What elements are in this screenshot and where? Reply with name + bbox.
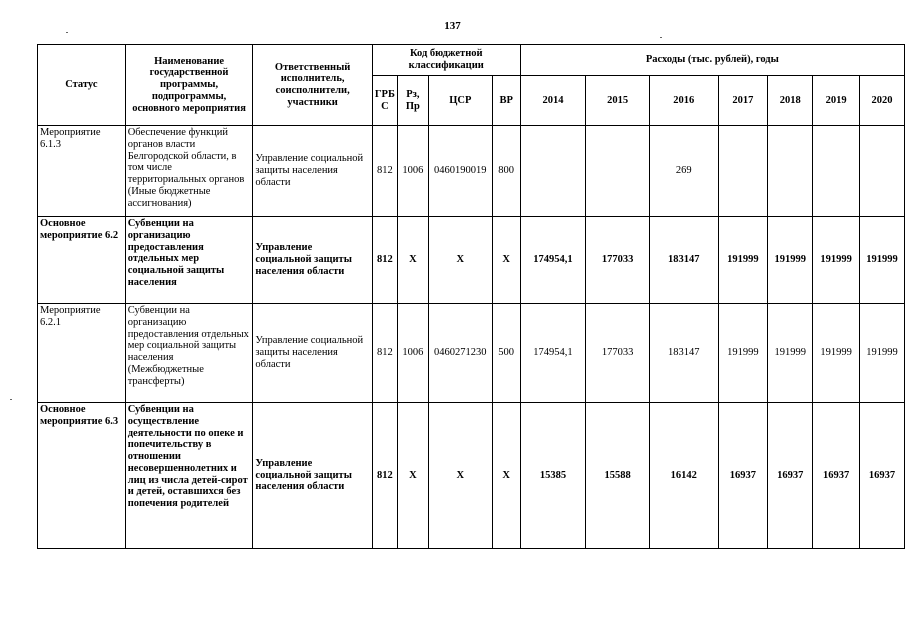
row-value-2018: 16937 [768, 403, 813, 549]
row-value-2014: 15385 [520, 403, 586, 549]
row-value-2020 [860, 126, 905, 217]
row-value-2017 [718, 126, 768, 217]
row-value-2020: 191999 [860, 304, 905, 403]
header-csr: ЦСР [428, 76, 492, 126]
row-name: Обеспечение функций органов власти Белгородской области, в том числе территориальных органов (Иные бюджетные ассигнования) [125, 126, 253, 217]
row-status: Мероприятие 6.2.1 [38, 304, 126, 403]
row-grbs: 812 [372, 217, 397, 304]
row-value-2017: 191999 [718, 217, 768, 304]
row-grbs: 812 [372, 304, 397, 403]
row-status: Основное мероприятие 6.3 [38, 403, 126, 549]
header-budget-code: Код бюджетной классификации [372, 45, 520, 76]
scan-speck [10, 399, 12, 400]
row-value-2018: 191999 [768, 304, 813, 403]
header-vr: ВР [492, 76, 520, 126]
row-value-2016: 16142 [649, 403, 718, 549]
table-row [38, 304, 905, 403]
header-grbs: ГРБ С [372, 76, 397, 126]
row-value-2015: 15588 [586, 403, 650, 549]
row-value-2015: 177033 [586, 304, 650, 403]
header-year-2014: 2014 [520, 76, 586, 126]
header-year-2020: 2020 [860, 76, 905, 126]
row-csr: 0460271230 [428, 304, 492, 403]
header-rzpr: Рз, Пр [397, 76, 428, 126]
row-value-2019: 16937 [813, 403, 860, 549]
row-vr: Х [492, 403, 520, 549]
row-value-2020: 191999 [860, 217, 905, 304]
row-grbs: 812 [372, 126, 397, 217]
row-value-2015 [586, 126, 650, 217]
row-value-2018 [768, 126, 813, 217]
row-value-2018: 191999 [768, 217, 813, 304]
header-year-2018: 2018 [768, 76, 813, 126]
row-value-2016: 269 [649, 126, 718, 217]
scan-speck [660, 37, 662, 38]
row-executor: Управление социальной защиты населения области [253, 403, 372, 549]
row-grbs: 812 [372, 403, 397, 549]
row-rzpr: 1006 [397, 126, 428, 217]
table-row [38, 126, 905, 217]
row-vr: Х [492, 217, 520, 304]
row-rzpr: 1006 [397, 304, 428, 403]
scan-speck [66, 32, 68, 33]
row-value-2014: 174954,1 [520, 304, 586, 403]
row-vr: 800 [492, 126, 520, 217]
row-value-2015: 177033 [586, 217, 650, 304]
row-status: Мероприятие 6.1.3 [38, 126, 126, 217]
row-name: Субвенции на организацию предоставления отдельных мер социальной защиты населения [125, 217, 253, 304]
row-executor: Управление социальной защиты населения области [253, 126, 372, 217]
header-status: Статус [38, 45, 126, 126]
row-value-2019 [813, 126, 860, 217]
row-rzpr: Х [397, 403, 428, 549]
row-value-2019: 191999 [813, 217, 860, 304]
row-rzpr: Х [397, 217, 428, 304]
header-year-2016: 2016 [649, 76, 718, 126]
header-year-2015: 2015 [586, 76, 650, 126]
row-vr: 500 [492, 304, 520, 403]
row-executor: Управление социальной защиты населения области [253, 217, 372, 304]
row-value-2017: 191999 [718, 304, 768, 403]
row-csr: 0460190019 [428, 126, 492, 217]
table-row [38, 403, 905, 549]
table-row [38, 217, 905, 304]
row-csr: Х [428, 403, 492, 549]
row-name: Субвенции на осуществление деятельности по опеке и попечительству в отношении несовершеннолетних и лиц из числа детей-сирот и детей, оставшихся без попечения родителей [125, 403, 253, 549]
page-number: 137 [444, 20, 461, 32]
header-year-2019: 2019 [813, 76, 860, 126]
header-name: Наименование государственной программы, подпрограммы, основного мероприятия [125, 45, 253, 126]
row-value-2017: 16937 [718, 403, 768, 549]
row-value-2014 [520, 126, 586, 217]
header-row-top [38, 45, 905, 76]
row-executor: Управление социальной защиты населения области [253, 304, 372, 403]
row-name: Субвенции на организацию предоставления отдельных мер социальной защиты населения (Межбюджетные трансферты) [125, 304, 253, 403]
row-status: Основное мероприятие 6.2 [38, 217, 126, 304]
row-value-2016: 183147 [649, 304, 718, 403]
row-csr: Х [428, 217, 492, 304]
budget-table [37, 44, 905, 549]
row-value-2020: 16937 [860, 403, 905, 549]
header-executor: Ответственный исполнитель, соисполнители, участники [253, 45, 372, 126]
header-year-2017: 2017 [718, 76, 768, 126]
row-value-2019: 191999 [813, 304, 860, 403]
row-value-2014: 174954,1 [520, 217, 586, 304]
row-value-2016: 183147 [649, 217, 718, 304]
header-expenses: Расходы (тыс. рублей), годы [520, 45, 904, 76]
